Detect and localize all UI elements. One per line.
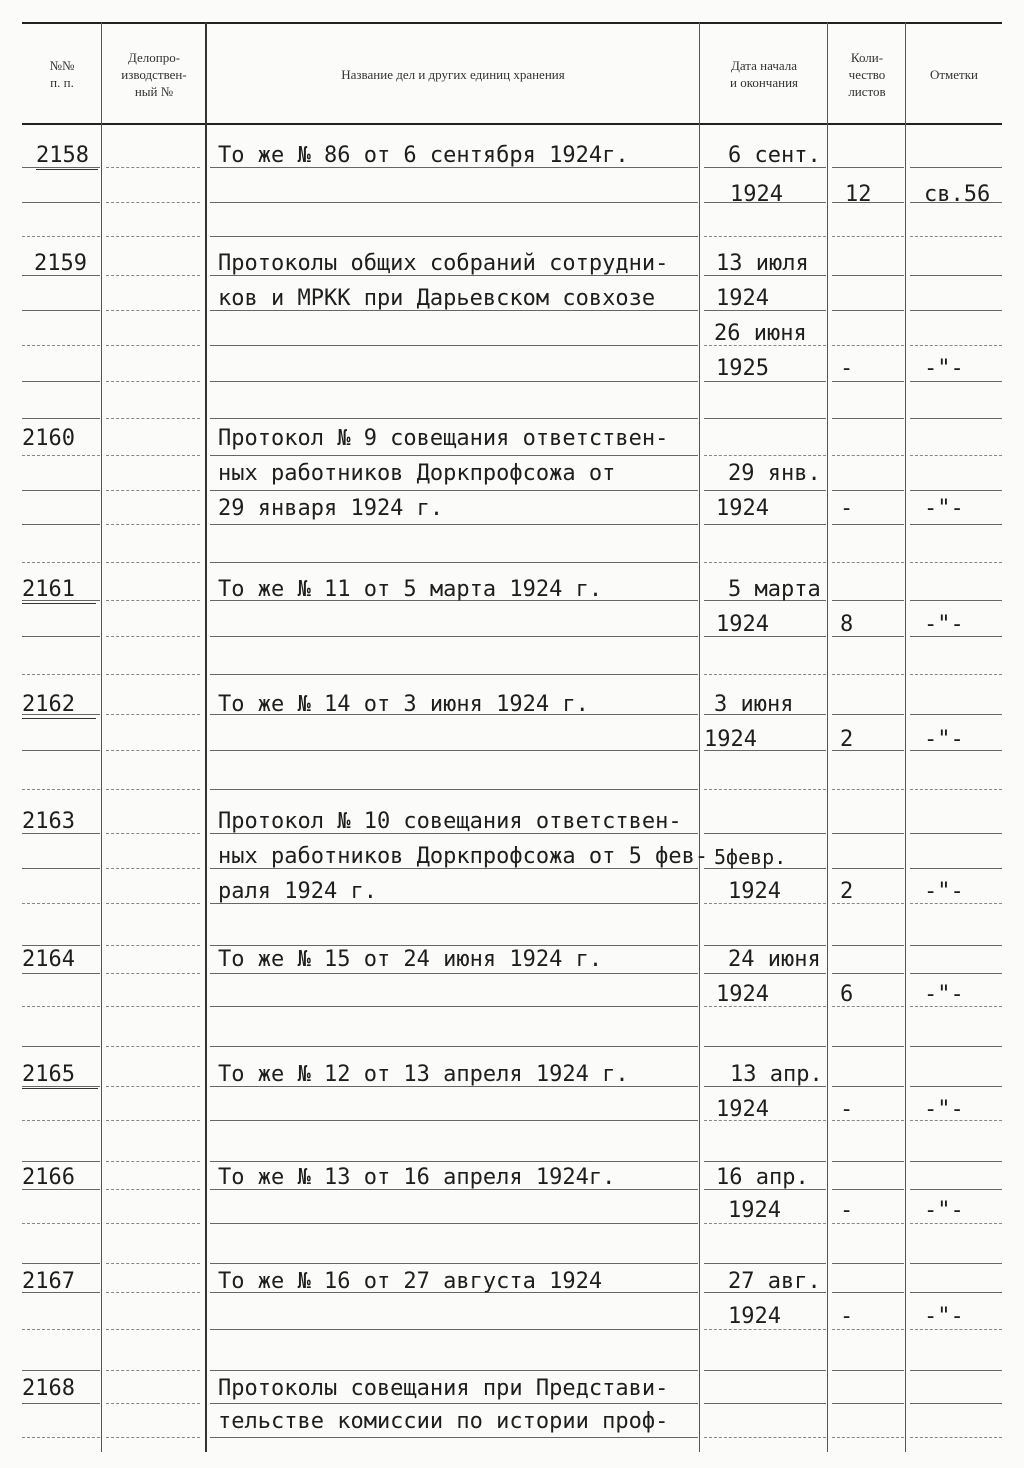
ruled-line xyxy=(210,1263,698,1264)
ruled-line xyxy=(106,903,200,904)
ruled-line xyxy=(832,167,904,168)
row-sheet-count: 12 xyxy=(845,182,872,207)
ruled-line xyxy=(106,455,200,456)
row-title-line: раля 1924 г. xyxy=(218,879,377,904)
header-bottom-rule xyxy=(22,123,1002,125)
ruled-line xyxy=(210,1120,698,1121)
row-title-line: ков и МРКК при Дарьевском совхозе xyxy=(218,286,656,311)
ruled-line xyxy=(210,1046,698,1047)
row-notes: -"- xyxy=(924,496,964,521)
ruled-line xyxy=(22,1437,100,1438)
ruled-line xyxy=(210,1403,698,1404)
row-title-line: То же № 13 от 16 апреля 1924г. xyxy=(218,1165,616,1190)
ruled-line xyxy=(210,789,698,790)
row-date-start: 13 июля xyxy=(716,251,809,276)
ruled-line xyxy=(910,167,1002,168)
column-rule-2 xyxy=(205,22,207,1452)
ruled-line xyxy=(910,1046,1002,1047)
row-number: 2161 xyxy=(22,577,96,604)
ruled-line xyxy=(910,789,1002,790)
ruled-line xyxy=(832,833,904,834)
row-title-line: ных работников Доркпрофсожа от xyxy=(218,461,616,486)
ruled-line xyxy=(832,1263,904,1264)
row-notes: св.56 xyxy=(924,182,991,207)
row-title-line: То же № 14 от 3 июня 1924 г. xyxy=(218,692,589,717)
row-date-start: 29 янв. xyxy=(728,461,821,486)
ruled-line xyxy=(106,202,200,203)
row-number: 2159 xyxy=(34,251,87,276)
ruled-line xyxy=(910,973,1002,974)
row-date-start: 16 апр. xyxy=(716,1165,809,1190)
row-date-year: 1924 xyxy=(704,727,757,752)
ruled-line xyxy=(910,1292,1002,1293)
ruled-line xyxy=(210,1329,698,1330)
row-date-year: 1924 xyxy=(716,612,769,637)
ruled-line xyxy=(106,789,200,790)
row-sheet-count: - xyxy=(840,356,854,381)
ruled-line xyxy=(832,1161,904,1162)
ruled-line xyxy=(910,833,1002,834)
ruled-line xyxy=(22,202,100,203)
ruled-line xyxy=(106,674,200,675)
ruled-line xyxy=(210,202,698,203)
ruled-line xyxy=(832,945,904,946)
ruled-line xyxy=(106,381,200,382)
ruled-line xyxy=(832,418,904,419)
ruled-line xyxy=(210,1161,698,1162)
row-title-line: То же № 86 от 6 сентября 1924г. xyxy=(218,143,629,168)
ruled-line xyxy=(910,1370,1002,1371)
ruled-line xyxy=(910,714,1002,715)
row-number: 2163 xyxy=(22,809,75,834)
ruled-line xyxy=(22,236,100,237)
ruled-line xyxy=(22,1006,100,1007)
header-sheets xyxy=(828,26,906,122)
row-sheet-count: 8 xyxy=(840,612,854,637)
row-sheet-count: - xyxy=(840,1097,854,1122)
ruled-line xyxy=(106,490,200,491)
row-number: 2165 xyxy=(22,1062,98,1089)
row-sheet-count: - xyxy=(840,1304,854,1329)
ruled-line xyxy=(704,1403,826,1404)
ruled-line xyxy=(106,973,200,974)
ruled-line xyxy=(22,636,100,637)
ruled-line xyxy=(210,1006,698,1007)
row-title-line: 29 января 1924 г. xyxy=(218,496,444,521)
ruled-line xyxy=(832,600,904,601)
row-sheet-count: - xyxy=(840,1198,854,1223)
ruled-line xyxy=(910,600,1002,601)
ruled-line xyxy=(832,345,904,346)
ruled-line xyxy=(910,1403,1002,1404)
ruled-line xyxy=(22,1046,100,1047)
header-number-line-1: №№ xyxy=(49,58,75,73)
ruled-line xyxy=(22,524,100,525)
row-number: 2166 xyxy=(22,1165,75,1190)
row-title-line: То же № 15 от 24 июня 1924 г. xyxy=(218,947,603,972)
ruled-line xyxy=(832,490,904,491)
ruled-line xyxy=(22,381,100,382)
row-date-year: 1924 xyxy=(728,1198,781,1223)
row-date-end-year: 1925 xyxy=(716,356,769,381)
ruled-line xyxy=(832,1046,904,1047)
ruled-line xyxy=(106,1006,200,1007)
row-number: 2167 xyxy=(22,1269,75,1294)
header-office-line-3: ный № xyxy=(134,83,174,99)
ruled-line xyxy=(106,1263,200,1264)
ruled-line xyxy=(910,1263,1002,1264)
ruled-line xyxy=(832,973,904,974)
ruled-line xyxy=(22,1223,100,1224)
header-top-rule xyxy=(22,22,1002,24)
ruled-line xyxy=(704,945,826,946)
row-date-start: 5 марта xyxy=(728,577,821,602)
ruled-line xyxy=(210,1370,698,1371)
row-title-line: Протоколы общих собраний сотрудни- xyxy=(218,251,669,276)
row-sheet-count: 2 xyxy=(840,727,854,752)
row-title-line: Протокол № 9 совещания ответствен- xyxy=(218,426,669,451)
ruled-line xyxy=(832,455,904,456)
ruled-line xyxy=(106,418,200,419)
ruled-line xyxy=(106,310,200,311)
ruled-line xyxy=(106,868,200,869)
ruled-line xyxy=(704,524,826,525)
ruled-line xyxy=(22,310,100,311)
ruled-line xyxy=(910,1086,1002,1087)
ruled-line xyxy=(106,1189,200,1190)
row-notes: -"- xyxy=(924,727,964,752)
header-dates-line-2: и окончания xyxy=(729,75,799,90)
ruled-line xyxy=(910,455,1002,456)
ruled-line xyxy=(910,1161,1002,1162)
header-notes-text: Отметки xyxy=(929,66,979,82)
ruled-line xyxy=(910,236,1002,237)
header-dates-line-1: Дата начала xyxy=(730,58,798,73)
ruled-line xyxy=(832,674,904,675)
ruled-line xyxy=(910,868,1002,869)
ruled-line xyxy=(106,275,200,276)
ruled-line xyxy=(704,674,826,675)
ruled-line xyxy=(910,945,1002,946)
row-number: 2168 xyxy=(22,1376,75,1401)
ruled-line xyxy=(106,1370,200,1371)
ruled-line xyxy=(106,1437,200,1438)
ruled-line xyxy=(832,310,904,311)
ruled-line xyxy=(106,524,200,525)
row-title-line: тельстве комиссии по истории проф- xyxy=(218,1409,669,1434)
header-title xyxy=(206,26,700,122)
row-date-start: 3 июня xyxy=(714,692,794,717)
ruled-line xyxy=(210,490,698,491)
row-date-year: 1924 xyxy=(716,286,769,311)
ruled-line xyxy=(106,945,200,946)
row-notes: -"- xyxy=(924,1198,964,1223)
ruled-line xyxy=(704,1046,826,1047)
ruled-line xyxy=(832,562,904,563)
row-title-line: Протоколы совещания при Представи- xyxy=(218,1376,669,1401)
ruled-line xyxy=(22,973,100,974)
ruled-line xyxy=(22,490,100,491)
ruled-line xyxy=(22,1370,100,1371)
ruled-line xyxy=(106,714,200,715)
ruled-line xyxy=(704,418,826,419)
row-sheet-count: - xyxy=(840,496,854,521)
ruled-line xyxy=(704,562,826,563)
ruled-line xyxy=(106,1292,200,1293)
column-rule-3 xyxy=(699,22,700,1452)
ruled-line xyxy=(22,750,100,751)
ruled-line xyxy=(704,833,826,834)
ruled-line xyxy=(210,750,698,751)
header-notes xyxy=(906,26,1002,122)
ruled-line xyxy=(22,1263,100,1264)
row-notes: -"- xyxy=(924,982,964,1007)
ruled-line xyxy=(704,1161,826,1162)
ruled-line xyxy=(832,714,904,715)
ruled-line xyxy=(210,455,698,456)
row-number: 2160 xyxy=(22,426,75,451)
row-notes: -"- xyxy=(924,879,964,904)
ruled-line xyxy=(910,490,1002,491)
ruled-line xyxy=(210,1223,698,1224)
ruled-line xyxy=(910,1437,1002,1438)
ruled-line xyxy=(106,750,200,751)
ruled-line xyxy=(22,1120,100,1121)
ruled-line xyxy=(106,833,200,834)
column-rule-5 xyxy=(905,22,906,1452)
ruled-line xyxy=(210,636,698,637)
ruled-line xyxy=(832,1403,904,1404)
ruled-line xyxy=(22,1161,100,1162)
ruled-line xyxy=(22,945,100,946)
ruled-line xyxy=(210,236,698,237)
ruled-line xyxy=(704,236,826,237)
row-title-line: Протокол № 10 совещания ответствен- xyxy=(218,809,682,834)
header-office-line-1: Делопро- xyxy=(127,49,181,65)
row-date-start: 5февр. xyxy=(714,845,787,869)
ruled-line xyxy=(210,381,698,382)
ruled-line xyxy=(106,167,200,168)
row-number: 2162 xyxy=(22,692,96,719)
row-title-line: То же № 11 от 5 марта 1924 г. xyxy=(218,577,603,602)
ruled-line xyxy=(106,636,200,637)
ruled-line xyxy=(910,275,1002,276)
ruled-line xyxy=(704,1263,826,1264)
ruled-line xyxy=(106,345,200,346)
row-sheet-count: 2 xyxy=(840,879,854,904)
row-date-year: 1924 xyxy=(728,879,781,904)
row-notes: -"- xyxy=(924,612,964,637)
ruled-line xyxy=(910,418,1002,419)
ruled-line xyxy=(210,524,698,525)
row-date-end: 26 июня xyxy=(714,321,807,346)
ruled-line xyxy=(704,973,826,974)
ruled-line xyxy=(210,973,698,974)
row-number: 2164 xyxy=(22,947,75,972)
ruled-line xyxy=(106,1403,200,1404)
ruled-line xyxy=(22,789,100,790)
ruled-line xyxy=(704,1437,826,1438)
row-title-line: ных работников Доркпрофсожа от 5 фев- xyxy=(218,844,709,869)
ruled-line xyxy=(210,945,698,946)
column-rule-1 xyxy=(101,22,102,1452)
row-title-line: То же № 12 от 13 апреля 1924 г. xyxy=(218,1062,629,1087)
ruled-line xyxy=(210,1437,698,1438)
ruled-line xyxy=(106,1329,200,1330)
ruled-line xyxy=(106,1086,200,1087)
ruled-line xyxy=(210,674,698,675)
ruled-line xyxy=(210,562,698,563)
ruled-line xyxy=(22,345,100,346)
ruled-line xyxy=(910,524,1002,525)
row-notes: -"- xyxy=(924,1304,964,1329)
header-title-text: Название дел и других единиц хранения xyxy=(341,66,565,82)
ruled-line xyxy=(106,1120,200,1121)
ruled-line xyxy=(832,236,904,237)
row-sheet-count: 6 xyxy=(840,982,854,1007)
ruled-line xyxy=(22,903,100,904)
ruled-line xyxy=(22,674,100,675)
ruled-line xyxy=(910,345,1002,346)
header-dates xyxy=(700,26,828,122)
ruled-line xyxy=(704,789,826,790)
row-date-year: 1924 xyxy=(716,496,769,521)
ruled-line xyxy=(910,1189,1002,1190)
row-date-start: 6 сент. xyxy=(728,143,821,168)
header-sheets-line-3: листов xyxy=(848,83,886,99)
ruled-line xyxy=(22,868,100,869)
row-date-year: 1924 xyxy=(716,982,769,1007)
row-date-year: 1924 xyxy=(730,182,783,207)
row-number: 2158 xyxy=(36,143,98,170)
row-title-line: То же № 16 от 27 августа 1924 xyxy=(218,1269,603,1294)
header-number-line-2: п. п. xyxy=(50,75,74,90)
ruled-line xyxy=(832,1086,904,1087)
ruled-line xyxy=(832,1189,904,1190)
header-number xyxy=(22,26,102,122)
ruled-line xyxy=(22,1329,100,1330)
row-date-year: 1924 xyxy=(728,1304,781,1329)
header-sheets-line-2: чество xyxy=(848,66,886,82)
ruled-line xyxy=(832,275,904,276)
column-rule-4 xyxy=(827,22,828,1452)
ruled-line xyxy=(832,789,904,790)
ruled-line xyxy=(704,1370,826,1371)
ruled-line xyxy=(106,1223,200,1224)
ruled-line xyxy=(832,1292,904,1293)
ruled-line xyxy=(22,562,100,563)
ruled-line xyxy=(22,1403,100,1404)
ruled-line xyxy=(704,455,826,456)
ruled-line xyxy=(106,600,200,601)
header-office-number xyxy=(102,26,206,122)
header-sheets-line-1: Коли- xyxy=(850,49,884,65)
ruled-line xyxy=(910,310,1002,311)
ruled-line xyxy=(22,418,100,419)
row-date-start: 24 июня xyxy=(728,947,821,972)
ruled-line xyxy=(106,1161,200,1162)
ruled-line xyxy=(832,524,904,525)
ruled-line xyxy=(22,455,100,456)
ruled-line xyxy=(910,562,1002,563)
ruled-line xyxy=(704,490,826,491)
row-date-start: 13 апр. xyxy=(730,1062,823,1087)
ruled-line xyxy=(910,674,1002,675)
ruled-line xyxy=(106,1046,200,1047)
header-office-line-2: изводствен- xyxy=(121,66,187,82)
ruled-line xyxy=(106,236,200,237)
ruled-line xyxy=(210,418,698,419)
ruled-line xyxy=(210,345,698,346)
ruled-line xyxy=(832,1370,904,1371)
row-notes: -"- xyxy=(924,356,964,381)
ruled-line xyxy=(832,1437,904,1438)
ruled-line xyxy=(832,868,904,869)
row-date-start: 27 авг. xyxy=(728,1269,821,1294)
ruled-line xyxy=(106,562,200,563)
row-notes: -"- xyxy=(924,1097,964,1122)
row-date-year: 1924 xyxy=(716,1097,769,1122)
